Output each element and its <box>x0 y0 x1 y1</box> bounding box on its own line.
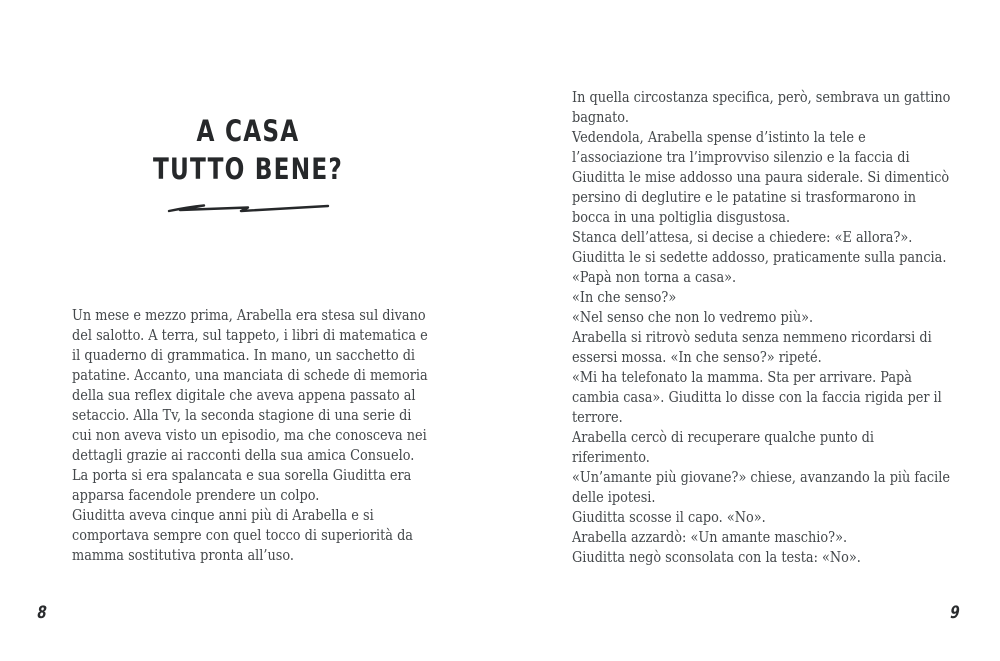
body-text-line: «Nel senso che non lo vedremo più». <box>572 309 814 326</box>
body-text-line: il quaderno di grammatica. In mano, un sacchetto di <box>72 347 416 364</box>
body-text-line: l’associazione tra l’improvviso silenzio e la faccia di <box>572 149 910 166</box>
body-text-line: Giuditta scosse il capo. «No». <box>572 509 766 526</box>
body-text-line: dettagli grazie ai racconti della sua amica Consuelo. <box>72 447 415 464</box>
body-text-line: Giuditta le si sedette addosso, praticamente sulla pancia. <box>572 249 947 266</box>
body-text-line: riferimento. <box>572 449 650 466</box>
body-text-line: comportava sempre con quel tocco di superiorità da <box>72 527 413 544</box>
body-text-line: delle ipotesi. <box>572 489 656 506</box>
body-text-line: Un mese e mezzo prima, Arabella era stesa sul divano <box>72 307 426 324</box>
body-text-line: In quella circostanza specifica, però, sembrava un gattino <box>572 89 951 106</box>
body-text-line: «Mi ha telefonato la mamma. Sta per arrivare. Papà <box>572 369 912 386</box>
body-text-line: bagnato. <box>572 109 629 126</box>
body-text-line: Arabella si ritrovò seduta senza nemmeno ricordarsi di <box>572 329 932 346</box>
body-text-line: Giuditta negò sconsolata con la testa: «No». <box>572 549 861 566</box>
title-underline-stroke <box>166 200 331 216</box>
body-text-line: persino di deglutire e le patatine si trasformarono in <box>572 189 917 206</box>
body-text-line: apparsa facendole prendere un colpo. <box>72 487 320 504</box>
body-text-line: Giuditta aveva cinque anni più di Arabella e si <box>72 507 374 524</box>
body-text-line: «Un’amante più giovane?» chiese, avanzando la più facile <box>572 469 950 486</box>
body-text-line: mamma sostitutiva pronta all’uso. <box>72 547 295 564</box>
body-text-line: patatine. Accanto, una manciata di schede di memoria <box>72 367 428 384</box>
body-text-line: Giuditta le mise addosso una paura siderale. Si dimenticò <box>572 169 950 186</box>
chapter-title-line-1: A CASA <box>196 114 300 148</box>
left-page-number: 8 <box>35 603 49 623</box>
body-text-line: setaccio. Alla Tv, la seconda stagione di una serie di <box>72 407 412 424</box>
body-text-line: La porta si era spalancata e sua sorella Giuditta era <box>72 467 412 484</box>
body-text-line: «Papà non torna a casa». <box>572 269 737 286</box>
body-text-line: Stanca dell’attesa, si decise a chiedere: «E allora?». <box>572 229 913 246</box>
body-text-line: Arabella azzardò: «Un amante maschio?». <box>572 529 848 546</box>
body-text-line: Arabella cercò di recuperare qualche punto di <box>572 429 875 446</box>
body-text-line: terrore. <box>572 409 623 426</box>
body-text-line: cambia casa». Giuditta lo disse con la faccia rigida per il <box>572 389 942 406</box>
body-text-line: della sua reflex digitale che aveva appena passato al <box>72 387 416 404</box>
right-page-body-text <box>572 88 950 568</box>
body-text-line: cui non aveva visto un episodio, ma che conosceva nei <box>72 427 427 444</box>
body-text-line: «In che senso?» <box>572 289 677 306</box>
body-text-line: del salotto. A terra, sul tappeto, i libri di matematica e <box>72 327 428 344</box>
body-text-line: essersi mossa. «In che senso?» ripeté. <box>572 349 822 366</box>
body-text-line: Vedendola, Arabella spense d’istinto la tele e <box>572 129 866 146</box>
chapter-title <box>118 112 378 188</box>
body-text-line: bocca in una poltiglia disgustosa. <box>572 209 791 226</box>
left-page-body-text <box>72 306 428 566</box>
chapter-title-line-2: TUTTO BENE? <box>152 152 344 186</box>
right-page-number: 9 <box>948 603 962 623</box>
